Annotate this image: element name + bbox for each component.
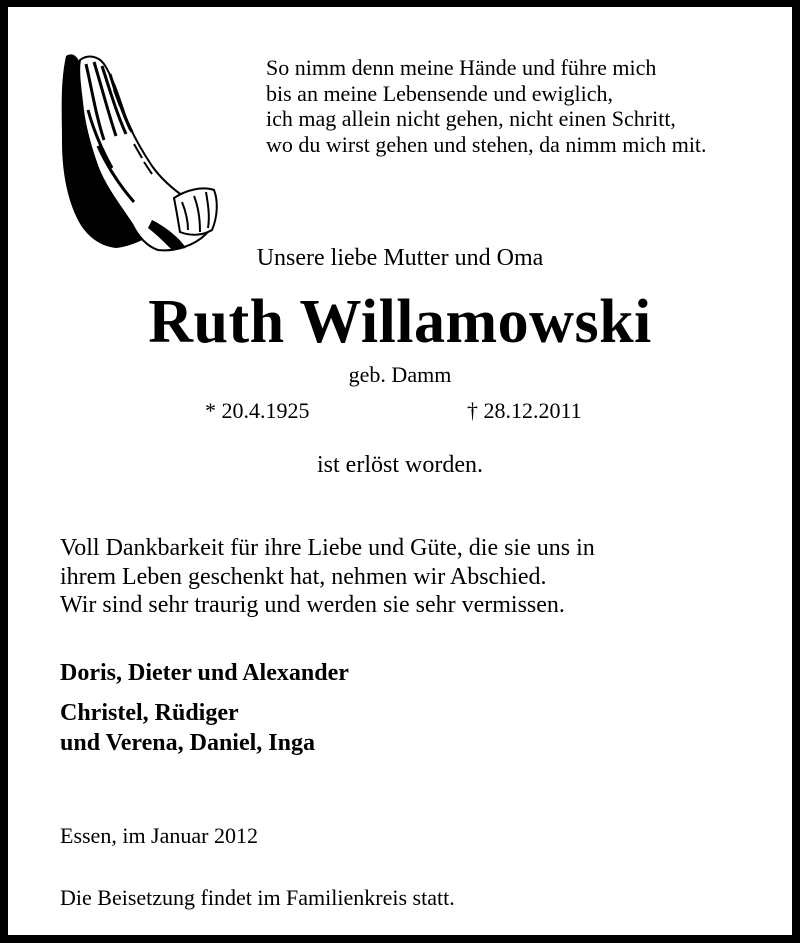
released-text: ist erlöst worden. xyxy=(317,452,483,478)
farewell-line: ihrem Leben geschenkt hat, nehmen wir Abschied. xyxy=(60,563,547,590)
praying-hands-icon xyxy=(54,50,220,254)
family-line: Christel, Rüdiger xyxy=(60,700,239,726)
family-line: und Verena, Daniel, Inga xyxy=(60,730,315,756)
deceased-name: Ruth Willamowski xyxy=(148,288,652,356)
burial-note: Die Beisetzung findet im Familienkreis statt. xyxy=(60,885,455,910)
family-group-2 xyxy=(60,698,315,758)
poem-line: bis an meine Lebensende und ewiglich, xyxy=(266,80,614,106)
farewell-paragraph xyxy=(60,534,595,620)
poem-verse xyxy=(266,55,707,157)
place-date: Essen, im Januar 2012 xyxy=(60,823,258,848)
death-date: † 28.12.2011 xyxy=(467,398,582,423)
poem-line: ich mag allein nicht gehen, nicht einen Schritt, xyxy=(266,106,676,131)
birth-date: * 20.4.1925 xyxy=(205,398,310,423)
poem-line: wo du wirst gehen und stehen, da nimm mich mit. xyxy=(266,131,707,157)
family-group-1: Doris, Dieter und Alexander xyxy=(60,660,349,686)
farewell-line: Wir sind sehr traurig und werden sie sehr vermissen. xyxy=(60,592,565,618)
poem-line: So nimm denn meine Hände und führe mich xyxy=(266,55,657,80)
maiden-name: geb. Damm xyxy=(348,362,452,387)
farewell-line: Voll Dankbarkeit für ihre Liebe und Güte, die sie uns in xyxy=(60,535,595,561)
intro-text: Unsere liebe Mutter und Oma xyxy=(256,245,544,271)
